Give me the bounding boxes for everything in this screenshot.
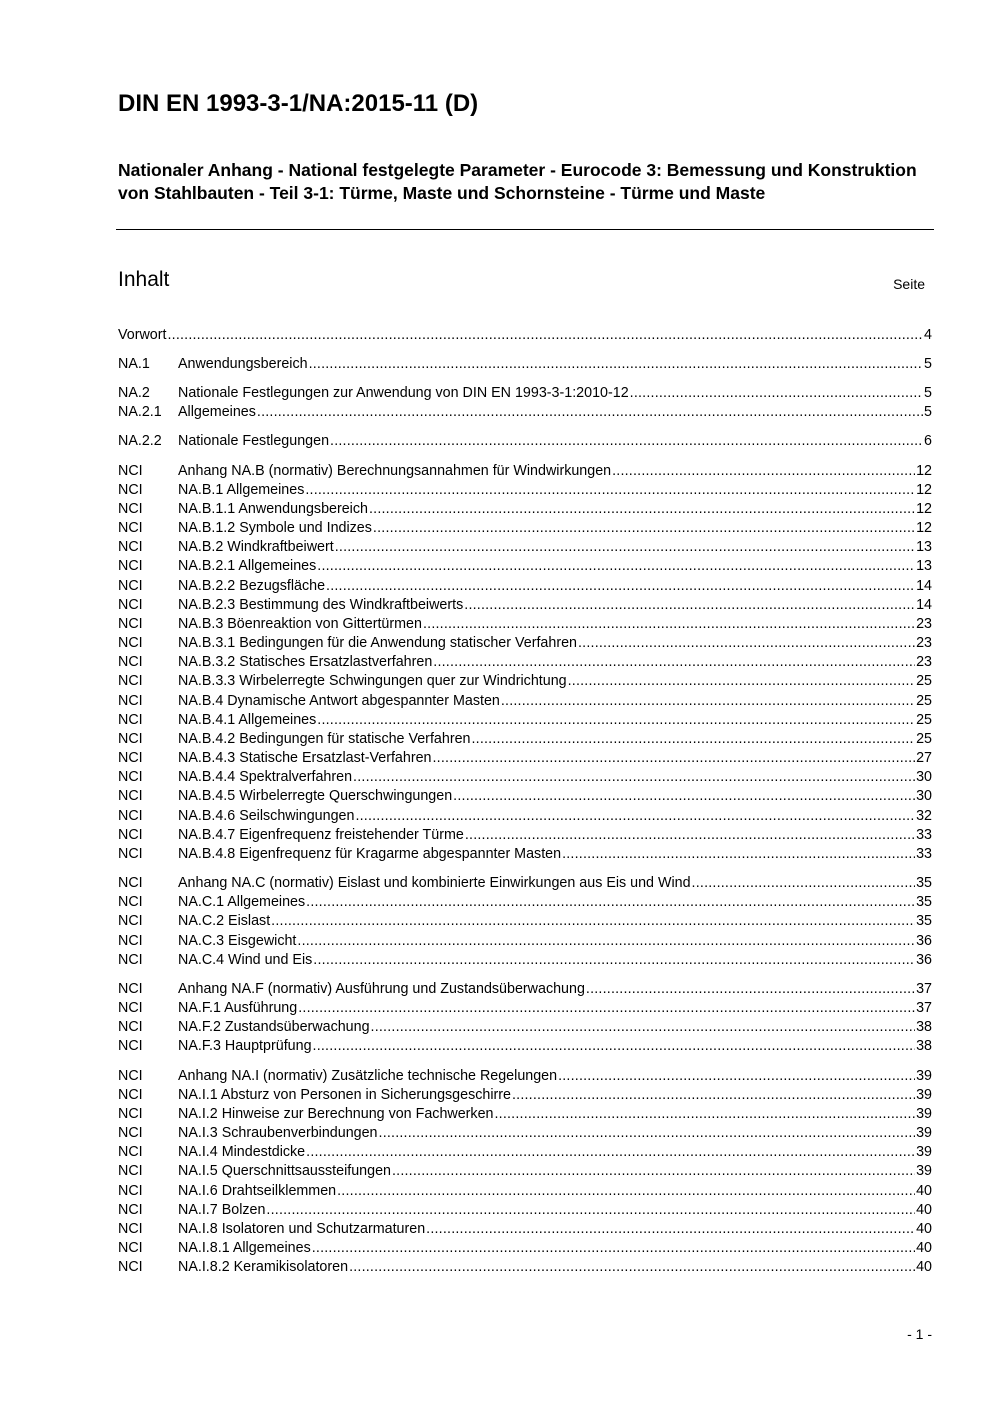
toc-entry-line: [118, 326, 932, 345]
toc-entry-number: NCI: [118, 1087, 143, 1103]
toc-entry-page: 35: [916, 875, 932, 891]
toc-entry-title: NA.B.4.2 Bedingungen für statische Verfahren: [178, 731, 471, 747]
toc-entry-number: NCI: [118, 1259, 143, 1275]
toc-leader-dots: [371, 1018, 916, 1037]
toc-entry-number: NCI: [118, 673, 143, 689]
toc-entry-page: 30: [916, 788, 932, 804]
toc-entry-number: NCI: [118, 808, 143, 824]
toc-entry[interactable]: [118, 577, 932, 596]
toc-leader-dots: [317, 711, 915, 730]
toc-entry-number: NCI: [118, 827, 143, 843]
toc-entry-line: [178, 403, 932, 422]
toc-entry-number: NCI: [118, 520, 143, 536]
toc-entry-line: [178, 749, 932, 768]
toc-entry-title: NA.B.4.4 Spektralverfahren: [178, 769, 353, 785]
toc-entry-line: [178, 577, 932, 596]
toc-leader-dots: [586, 980, 915, 999]
toc-entry-number: NCI: [118, 1000, 143, 1016]
toc-entry-line: [178, 1105, 932, 1124]
toc-leader-dots: [630, 384, 923, 403]
toc-entry[interactable]: [118, 951, 932, 970]
toc-entry[interactable]: [118, 1086, 932, 1105]
toc-entry-line: [178, 672, 932, 691]
toc-leader-dots: [465, 826, 915, 845]
toc-entry[interactable]: [118, 615, 932, 634]
toc-leader-dots: [313, 951, 915, 970]
toc-entry-title: NA.I.4 Mindestdicke: [178, 1144, 306, 1160]
toc-entry-title: Anhang NA.F (normativ) Ausführung und Zustandsüberwachung: [178, 981, 585, 997]
toc-leader-dots: [355, 807, 915, 826]
toc-entry-number: NCI: [118, 1221, 143, 1237]
toc-entry[interactable]: [118, 481, 932, 500]
toc-entry[interactable]: [118, 893, 932, 912]
toc-entry-number: NCI: [118, 846, 143, 862]
toc-entry-page: 39: [916, 1106, 932, 1122]
toc-entry-number: NCI: [118, 539, 143, 555]
toc-heading: Inhalt: [118, 268, 170, 291]
toc-entry[interactable]: [118, 1124, 932, 1143]
toc-entry-page: 37: [916, 1000, 932, 1016]
toc-entry-title: NA.I.6 Drahtseilklemmen: [178, 1183, 337, 1199]
toc-entry-page: 12: [916, 501, 932, 517]
toc-entry-number: NCI: [118, 616, 143, 632]
toc-entry-line: [178, 634, 932, 653]
toc-entry-number: NA.1: [118, 356, 150, 372]
toc-entry-title: NA.F.3 Hauptprüfung: [178, 1038, 312, 1054]
toc-entry[interactable]: [118, 672, 932, 691]
toc-entry-title: NA.B.3.2 Statisches Ersatzlastverfahren: [178, 654, 433, 670]
toc-entry-title: NA.B.4.1 Allgemeines: [178, 712, 317, 728]
toc-entry-number: NCI: [118, 731, 143, 747]
toc-leader-dots: [423, 615, 915, 634]
toc-leader-dots: [271, 912, 915, 931]
toc-entry-line: [178, 384, 932, 403]
toc-entry-page: 14: [916, 597, 932, 613]
toc-entry-line: [178, 932, 932, 951]
toc-entry-page: 12: [916, 482, 932, 498]
toc-entry-page: 39: [916, 1125, 932, 1141]
toc-entry-title: NA.B.3.1 Bedingungen für die Anwendung statischer Verfahren: [178, 635, 577, 651]
toc-entry-number: NCI: [118, 1163, 143, 1179]
toc-entry-title: Allgemeines: [178, 404, 256, 420]
toc-entry-title: Vorwort: [118, 327, 167, 343]
toc-entry-page: 25: [916, 712, 932, 728]
toc-leader-dots: [306, 893, 915, 912]
toc-entry-number: NCI: [118, 913, 143, 929]
toc-entry-number: NCI: [118, 1240, 143, 1256]
toc-entry-number: NCI: [118, 952, 143, 968]
toc-entry-title: NA.C.4 Wind und Eis: [178, 952, 313, 968]
toc-entry-title: NA.B.1.2 Symbole und Indizes: [178, 520, 372, 536]
toc-entry-number: NCI: [118, 597, 143, 613]
toc-entry-page: 39: [916, 1163, 932, 1179]
toc-entry-page: 33: [916, 827, 932, 843]
toc-entry[interactable]: [118, 500, 932, 519]
toc-entry[interactable]: [118, 1105, 932, 1124]
toc-entry-number: NA.2.2: [118, 433, 162, 449]
toc-entry-title: NA.B.3 Böenreaktion von Gittertürmen: [178, 616, 422, 632]
toc-leader-dots: [692, 874, 916, 893]
toc-entry[interactable]: [118, 1037, 932, 1056]
toc-entry-line: [178, 874, 932, 893]
toc-entry-number: NCI: [118, 769, 143, 785]
toc-leader-dots: [306, 1143, 915, 1162]
toc-leader-dots: [167, 326, 923, 345]
toc-entry[interactable]: [118, 1220, 932, 1239]
toc-entry-line: [178, 893, 932, 912]
toc-entry-line: [178, 1182, 932, 1201]
toc-entry[interactable]: [118, 980, 932, 999]
toc-leader-dots: [298, 999, 915, 1018]
toc-entry-title: Nationale Festlegungen zur Anwendung von DIN EN 1993-3-1:2010-12: [178, 385, 629, 401]
toc-entry-title: NA.C.2 Eislast: [178, 913, 271, 929]
toc-entry-page: 27: [916, 750, 932, 766]
toc-leader-dots: [612, 462, 915, 481]
toc-leader-dots: [369, 500, 915, 519]
toc-entry-page: 40: [916, 1240, 932, 1256]
toc-entry[interactable]: [118, 711, 932, 730]
toc-entry-title: Anwendungsbereich: [178, 356, 308, 372]
toc-entry-title: NA.F.1 Ausführung: [178, 1000, 298, 1016]
title-divider: [116, 229, 934, 230]
toc-entry-number: NCI: [118, 981, 143, 997]
toc-entry-page: 25: [916, 731, 932, 747]
toc-entry[interactable]: [118, 326, 932, 345]
toc-leader-dots: [305, 481, 915, 500]
toc-entry-page: 40: [916, 1221, 932, 1237]
toc-entry-title: NA.I.3 Schraubenverbindungen: [178, 1125, 378, 1141]
toc-entry-line: [178, 1124, 932, 1143]
toc-entry-title: NA.I.5 Querschnittsaussteifungen: [178, 1163, 391, 1179]
toc-entry-page: 14: [916, 578, 932, 594]
toc-entry[interactable]: [118, 1258, 932, 1277]
toc-entry-page: 36: [916, 952, 932, 968]
toc-entry-page: 23: [916, 654, 932, 670]
toc-leader-dots: [379, 1124, 916, 1143]
toc-entry-title: NA.C.3 Eisgewicht: [178, 933, 297, 949]
toc-entry[interactable]: [118, 787, 932, 806]
toc-entry-number: NCI: [118, 693, 143, 709]
toc-entry-line: [178, 355, 932, 374]
toc-entry-page: 23: [916, 635, 932, 651]
toc-entry-title: NA.I.2 Hinweise zur Berechnung von Fachwerken: [178, 1106, 494, 1122]
toc-entry-title: NA.B.3.3 Wirbelerregte Schwingungen quer zur Windrichtung: [178, 673, 567, 689]
toc-entry-number: NCI: [118, 558, 143, 574]
toc-entry-title: NA.B.4.3 Statische Ersatzlast-Verfahren: [178, 750, 432, 766]
toc-leader-dots: [433, 653, 915, 672]
toc-leader-dots: [453, 787, 915, 806]
toc-entry-page: 30: [916, 769, 932, 785]
toc-entry-page: 36: [916, 933, 932, 949]
toc-entry-line: [178, 1037, 932, 1056]
toc-leader-dots: [353, 768, 915, 787]
toc-leader-dots: [335, 538, 915, 557]
toc-entry-number: NCI: [118, 1106, 143, 1122]
toc-entry-page: 40: [916, 1202, 932, 1218]
toc-entry-line: [178, 1220, 932, 1239]
toc-entry-number: NCI: [118, 635, 143, 651]
toc-entry-line: [178, 1239, 932, 1258]
toc-entry-line: [178, 787, 932, 806]
toc-entry-line: [178, 557, 932, 576]
toc-entry-title: Nationale Festlegungen: [178, 433, 330, 449]
toc-entry-number: NCI: [118, 1068, 143, 1084]
toc-entry-page: 23: [916, 616, 932, 632]
toc-entry-number: NCI: [118, 1202, 143, 1218]
toc-entry-line: [178, 845, 932, 864]
toc-entry-line: [178, 432, 932, 451]
toc-entry-line: [178, 596, 932, 615]
toc-entry-number: NCI: [118, 788, 143, 804]
toc-leader-dots: [309, 355, 923, 374]
toc-leader-dots: [433, 749, 916, 768]
toc-leader-dots: [464, 596, 915, 615]
toc-entry-page: 25: [916, 693, 932, 709]
toc-entry-number: NCI: [118, 482, 143, 498]
toc-entry-number: NCI: [118, 1144, 143, 1160]
toc-entry[interactable]: [118, 1201, 932, 1220]
toc-leader-dots: [568, 672, 916, 691]
toc-leader-dots: [392, 1162, 915, 1181]
toc-entry-title: NA.I.7 Bolzen: [178, 1202, 266, 1218]
toc-entry-line: [178, 462, 932, 481]
toc-entry-page: 4: [924, 327, 932, 343]
toc-entry-title: NA.B.4 Dynamische Antwort abgespannter Masten: [178, 693, 500, 709]
toc-entry-title: NA.C.1 Allgemeines: [178, 894, 306, 910]
toc-entry-page: 25: [916, 673, 932, 689]
toc-entry[interactable]: [118, 768, 932, 787]
toc-entry-page: 33: [916, 846, 932, 862]
toc-entry-line: [178, 1162, 932, 1181]
toc-entry-title: NA.B.4.8 Eigenfrequenz für Kragarme abgespannter Masten: [178, 846, 562, 862]
toc-leader-dots: [494, 1105, 915, 1124]
toc-entry[interactable]: [118, 912, 932, 931]
toc-entry[interactable]: [118, 692, 932, 711]
toc-entry-title: NA.B.2.2 Bezugsfläche: [178, 578, 326, 594]
toc-entry-title: NA.F.2 Zustandsüberwachung: [178, 1019, 370, 1035]
toc-entry-title: NA.I.8.2 Keramikisolatoren: [178, 1259, 349, 1275]
toc-entry-line: [178, 1201, 932, 1220]
toc-entry-line: [178, 538, 932, 557]
toc-entry-title: NA.B.1.1 Anwendungsbereich: [178, 501, 368, 517]
toc-leader-dots: [313, 1037, 916, 1056]
toc-entry-number: NCI: [118, 894, 143, 910]
toc-entry-number: NCI: [118, 933, 143, 949]
toc-entry[interactable]: [118, 1143, 932, 1162]
toc-entry[interactable]: [118, 634, 932, 653]
toc-entry-line: [178, 692, 932, 711]
toc-entry-number: NA.2.1: [118, 404, 162, 420]
toc-entry-number: NA.2: [118, 385, 150, 401]
toc-entry-page: 32: [916, 808, 932, 824]
toc-entry[interactable]: [118, 845, 932, 864]
toc-entry-number: NCI: [118, 1019, 143, 1035]
toc-entry-title: NA.I.8 Isolatoren und Schutzarmaturen: [178, 1221, 426, 1237]
toc-entry-page: 12: [916, 520, 932, 536]
toc-entry-line: [178, 519, 932, 538]
toc-leader-dots: [558, 1067, 915, 1086]
toc-leader-dots: [349, 1258, 915, 1277]
toc-entry[interactable]: [118, 538, 932, 557]
toc-entry-page: 35: [916, 894, 932, 910]
toc-entry-number: NCI: [118, 1038, 143, 1054]
toc-entry-number: NCI: [118, 578, 143, 594]
toc-leader-dots: [297, 932, 915, 951]
toc-entry-number: NCI: [118, 712, 143, 728]
toc-entry-line: [178, 768, 932, 787]
toc-entry-line: [178, 951, 932, 970]
toc-leader-dots: [326, 577, 915, 596]
toc-leader-dots: [562, 845, 915, 864]
toc-entry[interactable]: [118, 1162, 932, 1181]
toc-entry-page: 13: [916, 539, 932, 555]
toc-entry-page: 39: [916, 1068, 932, 1084]
toc-entry[interactable]: [118, 932, 932, 951]
toc-entry-line: [178, 807, 932, 826]
toc-entry-title: NA.I.8.1 Allgemeines: [178, 1240, 311, 1256]
toc-leader-dots: [471, 730, 915, 749]
toc-entry[interactable]: [118, 653, 932, 672]
toc-leader-dots: [373, 519, 915, 538]
toc-entry[interactable]: [118, 519, 932, 538]
toc-entry-title: NA.B.4.6 Seilschwingungen: [178, 808, 355, 824]
toc-entry-line: [178, 912, 932, 931]
toc-leader-dots: [330, 432, 923, 451]
toc-entry-page: 5: [924, 385, 932, 401]
toc-entry-page: 5: [924, 404, 932, 420]
toc-entry-page: 35: [916, 913, 932, 929]
toc-entry-page: 12: [916, 463, 932, 479]
toc-entry-title: NA.B.2.3 Bestimmung des Windkraftbeiwerts: [178, 597, 464, 613]
toc-entry[interactable]: [118, 557, 932, 576]
toc-entry-title: Anhang NA.B (normativ) Berechnungsannahmen für Windwirkungen: [178, 463, 612, 479]
toc-entry-line: [178, 730, 932, 749]
toc-entry[interactable]: [118, 384, 932, 403]
toc-entry[interactable]: [118, 730, 932, 749]
toc-entry-line: [178, 999, 932, 1018]
toc-entry-number: NCI: [118, 875, 143, 891]
page-column-label: Seite: [893, 276, 925, 292]
toc-leader-dots: [317, 557, 915, 576]
toc-entry[interactable]: [118, 1018, 932, 1037]
document-subtitle: Nationaler Anhang - National festgelegte Parameter - Eurocode 3: Bemessung und Konstruktion von Stahlbauten - Teil 3-1: Türme, Maste und Schornsteine - Türme und Maste: [118, 160, 917, 203]
toc-entry-title: NA.B.2.1 Allgemeines: [178, 558, 317, 574]
toc-leader-dots: [312, 1239, 915, 1258]
toc-entry[interactable]: [118, 403, 932, 422]
toc-entry-line: [178, 481, 932, 500]
toc-entry-number: NCI: [118, 1125, 143, 1141]
toc-entry[interactable]: [118, 596, 932, 615]
toc-entry-page: 6: [924, 433, 932, 449]
toc-entry-title: NA.B.4.7 Eigenfrequenz freistehender Türme: [178, 827, 464, 843]
toc-entry-page: 39: [916, 1144, 932, 1160]
toc-entry-title: NA.B.2 Windkraftbeiwert: [178, 539, 334, 555]
toc-entry[interactable]: [118, 807, 932, 826]
toc-leader-dots: [266, 1201, 915, 1220]
toc-entry-number: NCI: [118, 463, 143, 479]
toc-leader-dots: [501, 692, 915, 711]
toc-entry[interactable]: [118, 874, 932, 893]
toc-entry-page: 39: [916, 1087, 932, 1103]
toc-entry[interactable]: [118, 1067, 932, 1086]
toc-entry-line: [178, 1067, 932, 1086]
toc-entry-title: NA.B.4.5 Wirbelerregte Querschwingungen: [178, 788, 453, 804]
toc-entry[interactable]: [118, 1182, 932, 1201]
toc-entry-number: NCI: [118, 750, 143, 766]
toc-entry-page: 37: [916, 981, 932, 997]
toc-entry[interactable]: [118, 355, 932, 374]
toc-entry-page: 40: [916, 1183, 932, 1199]
toc-entry-line: [178, 653, 932, 672]
toc-entry-line: [178, 1018, 932, 1037]
toc-entry-title: NA.I.1 Absturz von Personen in Sicherungsgeschirre: [178, 1087, 511, 1103]
toc-entry[interactable]: [118, 462, 932, 481]
toc-entry-line: [178, 980, 932, 999]
toc-entry-page: 13: [916, 558, 932, 574]
toc-leader-dots: [257, 403, 923, 422]
toc-entry-page: 38: [916, 1038, 932, 1054]
toc-entry[interactable]: [118, 1239, 932, 1258]
toc-entry-line: [178, 1258, 932, 1277]
toc-entry[interactable]: [118, 749, 932, 768]
toc-entry-page: 38: [916, 1019, 932, 1035]
toc-entry-line: [178, 826, 932, 845]
toc-entry-line: [178, 500, 932, 519]
document-title: DIN EN 1993-3-1/NA:2015-11 (D): [118, 90, 479, 117]
toc-entry-page: 5: [924, 356, 932, 372]
toc-entry[interactable]: [118, 999, 932, 1018]
toc-entry-number: NCI: [118, 501, 143, 517]
toc-entry-line: [178, 1143, 932, 1162]
toc-entry-line: [178, 1086, 932, 1105]
toc-entry-line: [178, 615, 932, 634]
toc-leader-dots: [578, 634, 915, 653]
page-number: - 1 -: [907, 1326, 932, 1342]
toc-entry-title: Anhang NA.I (normativ) Zusätzliche technische Regelungen: [178, 1068, 558, 1084]
toc-leader-dots: [512, 1086, 915, 1105]
toc-leader-dots: [426, 1220, 915, 1239]
toc-entry[interactable]: [118, 826, 932, 845]
toc-entry-number: NCI: [118, 1183, 143, 1199]
toc-entry-title: NA.B.1 Allgemeines: [178, 482, 305, 498]
toc-entry-title: Anhang NA.C (normativ) Eislast und kombinierte Einwirkungen aus Eis und Wind: [178, 875, 691, 891]
toc-entry[interactable]: [118, 432, 932, 451]
toc-entry-page: 40: [916, 1259, 932, 1275]
toc-entry-number: NCI: [118, 654, 143, 670]
toc-entry-line: [178, 711, 932, 730]
toc-leader-dots: [337, 1182, 915, 1201]
